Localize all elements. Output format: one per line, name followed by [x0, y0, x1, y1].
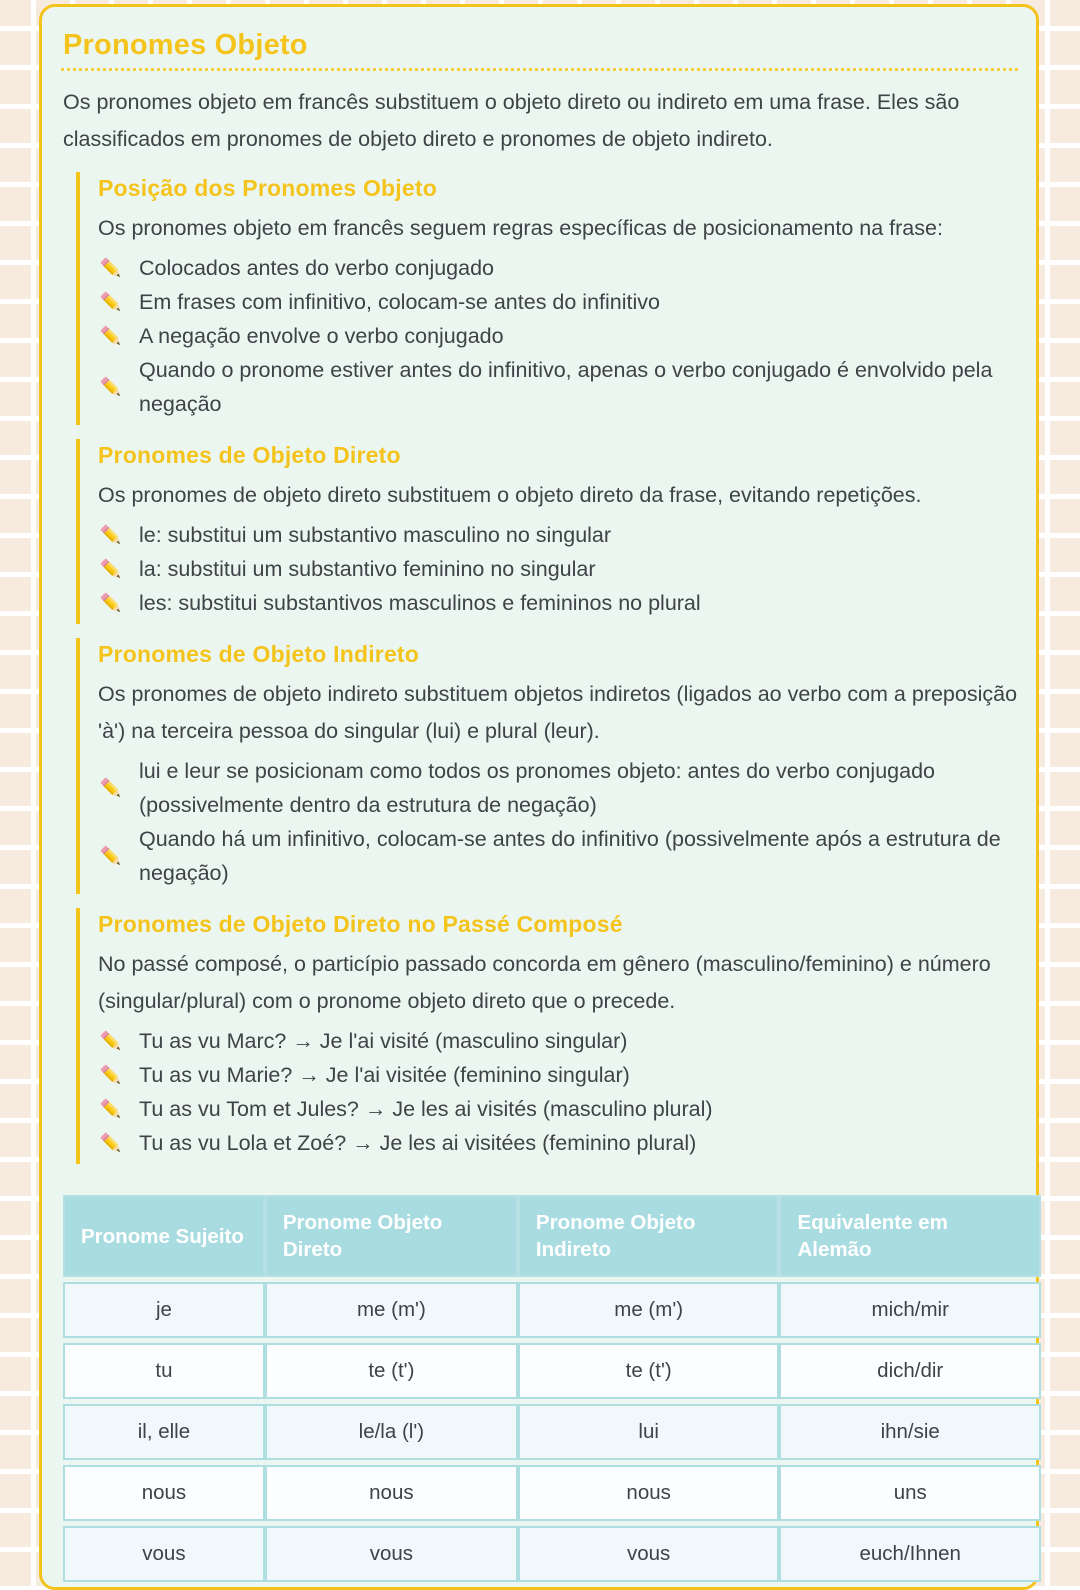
table-cell: nous	[518, 1465, 780, 1521]
table-cell: dich/dir	[779, 1343, 1041, 1399]
list-item	[98, 518, 1018, 552]
table-cell: me (m')	[265, 1282, 518, 1338]
list-item	[98, 251, 1018, 285]
table-cell: mich/mir	[779, 1282, 1041, 1338]
table-cell: euch/Ihnen	[779, 1526, 1041, 1582]
section-heading: Pronomes de Objeto Indireto	[98, 641, 420, 667]
bullet-list	[98, 251, 1018, 421]
section-intro: No passé composé, o particípio passado concorda em gênero (masculino/feminino) e número (singular/plural) com o pronome objeto direto que o precede.	[98, 952, 991, 1013]
notes-card	[39, 4, 1039, 1590]
pencil-icon	[98, 843, 125, 870]
bullet-text: Tu as vu Lola et Zoé? → Je les ai visitées (feminino plural)	[139, 1131, 697, 1155]
list-item	[98, 1126, 1018, 1160]
bullet-text: les: substitui substantivos masculinos e femininos no plural	[139, 591, 701, 615]
table-cell: vous	[63, 1526, 265, 1582]
section-passe-compose	[76, 908, 1018, 1164]
table-cell: me (m')	[518, 1282, 780, 1338]
table-cell: uns	[779, 1465, 1041, 1521]
table-cell: nous	[265, 1465, 518, 1521]
list-item	[98, 1024, 1018, 1058]
column-header-objeto-direto: Pronome Objeto Direto	[265, 1195, 518, 1277]
section-heading: Pronomes de Objeto Direto no Passé Composé	[98, 911, 623, 937]
pencil-icon	[98, 522, 125, 549]
pencil-icon	[98, 1096, 125, 1123]
bullet-text: Quando o pronome estiver antes do infinitivo, apenas o verbo conjugado é envolvido pela negação	[139, 358, 993, 416]
section-posicao-dos-pronomes	[76, 172, 1018, 425]
bullet-list	[98, 518, 1018, 620]
table-cell: lui	[518, 1404, 780, 1460]
table-row	[63, 1282, 1041, 1338]
bullet-text: Tu as vu Tom et Jules? → Je les ai visités (masculino plural)	[139, 1097, 713, 1121]
pencil-icon	[98, 1062, 125, 1089]
table-row	[63, 1465, 1041, 1521]
table-cell: je	[63, 1282, 265, 1338]
section-heading: Posição dos Pronomes Objeto	[98, 175, 437, 201]
table-cell: ihn/sie	[779, 1404, 1041, 1460]
list-item	[98, 319, 1018, 353]
bullet-list	[98, 1024, 1018, 1160]
table-cell: vous	[518, 1526, 780, 1582]
pencil-icon	[98, 590, 125, 617]
table-row	[63, 1526, 1041, 1582]
table-header-row	[63, 1195, 1041, 1277]
section-objeto-indireto	[76, 638, 1018, 894]
bullet-text: lui e leur se posicionam como todos os pronomes objeto: antes do verbo conjugado (possivelmente dentro da estrutura de negação)	[139, 759, 935, 817]
list-item	[98, 754, 1018, 822]
bullet-text: A negação envolve o verbo conjugado	[139, 324, 504, 348]
table-cell: tu	[63, 1343, 265, 1399]
section-intro: Os pronomes de objeto indireto substituem objetos indiretos (ligados ao verbo com a preposição 'à') na terceira pessoa do singular (lui) e plural (leur).	[98, 682, 1018, 743]
title-dotted-divider	[61, 68, 1018, 71]
bullet-text: Quando há um infinitivo, colocam-se antes do infinitivo (possivelmente após a estrutura de negação)	[139, 827, 1001, 885]
list-item	[98, 552, 1018, 586]
pencil-icon	[98, 374, 125, 401]
page-title: Pronomes Objeto	[63, 29, 308, 61]
column-header-pronome-sujeito: Pronome Sujeito	[63, 1195, 265, 1277]
list-item	[98, 822, 1018, 890]
pencil-icon	[98, 775, 125, 802]
bullet-text: Tu as vu Marie? → Je l'ai visitée (feminino singular)	[139, 1063, 630, 1087]
table-row	[63, 1404, 1041, 1460]
table-cell: vous	[265, 1526, 518, 1582]
pencil-icon	[98, 255, 125, 282]
list-item	[98, 353, 1018, 421]
intro-paragraph: Os pronomes objeto em francês substituem o objeto direto ou indireto em uma frase. Eles são classificados em pronomes de objeto direto e pronomes de objeto indireto.	[63, 90, 960, 151]
section-intro: Os pronomes de objeto direto substituem o objeto direto da frase, evitando repetições.	[98, 483, 922, 507]
bullet-text: Em frases com infinitivo, colocam-se antes do infinitivo	[139, 290, 660, 314]
table-cell: te (t')	[518, 1343, 780, 1399]
bullet-text: le: substitui um substantivo masculino no singular	[139, 523, 612, 547]
bullet-text: la: substitui um substantivo feminino no singular	[139, 557, 596, 581]
pencil-icon	[98, 1130, 125, 1157]
section-objeto-direto	[76, 439, 1018, 624]
list-item	[98, 285, 1018, 319]
section-intro: Os pronomes objeto em francês seguem regras específicas de posicionamento na frase:	[98, 216, 943, 240]
pencil-icon	[98, 1028, 125, 1055]
table-cell: te (t')	[265, 1343, 518, 1399]
bullet-text: Tu as vu Marc? → Je l'ai visité (masculino singular)	[139, 1029, 628, 1053]
table-cell: le/la (l')	[265, 1404, 518, 1460]
table-cell: il, elle	[63, 1404, 265, 1460]
list-item	[98, 586, 1018, 620]
table-cell: nous	[63, 1465, 265, 1521]
column-header-objeto-indireto: Pronome Objeto Indireto	[518, 1195, 780, 1277]
list-item	[98, 1058, 1018, 1092]
bullet-list	[98, 754, 1018, 890]
pronoun-table	[63, 1190, 1041, 1587]
pencil-icon	[98, 289, 125, 316]
pencil-icon	[98, 556, 125, 583]
table-row	[63, 1343, 1041, 1399]
column-header-equivalente-alemao: Equivalente em Alemão	[779, 1195, 1041, 1277]
pencil-icon	[98, 323, 125, 350]
bullet-text: Colocados antes do verbo conjugado	[139, 256, 495, 280]
list-item	[98, 1092, 1018, 1126]
section-heading: Pronomes de Objeto Direto	[98, 442, 401, 468]
